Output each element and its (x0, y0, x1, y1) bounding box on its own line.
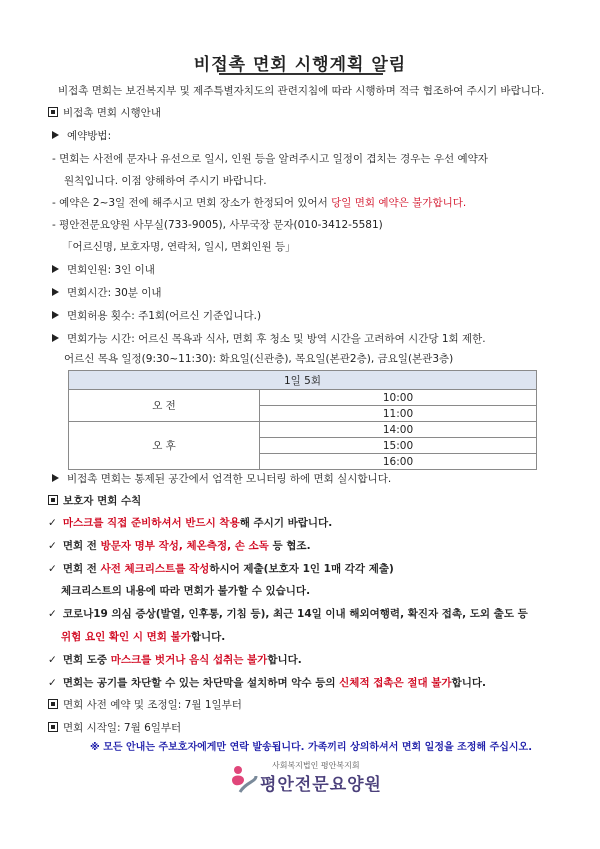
reserve-label: 예약방법: (67, 130, 112, 142)
visit-count-text: 면회허용 횟수: 주1회(어르신 기준입니다.) (67, 310, 262, 322)
reservation-date-text: 면회 사전 예약 및 조정일: 7월 1일부터 (63, 699, 242, 711)
start-date-text: 면회 시작일: 7월 6일부터 (63, 722, 182, 734)
rule-3-note: 체크리스트의 내용에 따라 면회가 불가할 수 있습니다. (61, 585, 311, 597)
rule-5-highlight: 마스크를 벗거나 음식 섭취는 불가 (110, 654, 268, 666)
rule-1-highlight: 마스크를 직접 준비하셔서 반드시 착용 (62, 517, 240, 529)
check-icon: ✓ (48, 608, 57, 620)
schedule-header: 1일 5회 (69, 371, 537, 390)
reserve-line-2: 원칙입니다. 이점 양해하여 주시기 바랍니다. (64, 175, 267, 187)
pm-slot: 16:00 (260, 454, 537, 470)
square-bullet-icon (48, 107, 58, 117)
reserve-method (52, 129, 111, 143)
bath-schedule: 어르신 목욕 일정(9:30~11:30): 화요일(신관층), 목요일(본관2층), 금요일(본관3층) (64, 353, 454, 365)
page-title: 비접촉 면회 시행계획 알림 (193, 55, 407, 75)
rule-6-text-c: 합니다. (451, 677, 486, 689)
am-slot: 11:00 (260, 406, 537, 422)
rule-1 (48, 516, 332, 530)
check-icon: ✓ (48, 563, 57, 575)
rule-5 (48, 653, 302, 667)
rule-4-cont (61, 630, 225, 644)
title-underline (219, 73, 383, 75)
check-icon: ✓ (48, 677, 57, 689)
reserve-line-3-text: - 예약은 2~3일 전에 해주시고 면회 장소가 한정되어 있어서 (52, 197, 332, 209)
square-bullet-icon (48, 699, 58, 709)
am-label: 오 전 (69, 390, 260, 422)
visit-available-text: 면회가능 시간: 어르신 목욕과 식사, 면회 후 청소 및 방역 시간을 고려하여 시간당 1회 제한. (67, 333, 486, 345)
check-icon: ✓ (48, 654, 57, 666)
pm-slot: 14:00 (260, 422, 537, 438)
reservation-date (48, 698, 242, 712)
rule-3-highlight: 사전 체크리스트를 작성 (100, 563, 210, 575)
rule-6-text-a: 면회는 공기를 차단할 수 있는 차단막을 설치하며 악수 등의 (62, 677, 340, 689)
pm-label: 오 후 (69, 422, 260, 470)
visit-time (52, 286, 162, 300)
rule-2-text-a: 면회 전 (62, 540, 101, 552)
start-date (48, 721, 181, 735)
reserve-line-3 (52, 196, 466, 210)
visit-available (52, 332, 486, 346)
square-bullet-icon (48, 722, 58, 732)
rule-3 (48, 562, 394, 576)
triangle-bullet-icon (52, 311, 59, 319)
rule-5-text-c: 합니다. (267, 654, 302, 666)
logo-org: 사회복지법인 평안복지회 (272, 761, 360, 770)
rule-4 (48, 607, 528, 621)
intro-text: 비접촉 면회는 보건복지부 및 제주특별자치도의 관련지침에 따라 시행하며 적극 협조하여 주시기 바랍니다. (58, 85, 545, 97)
rule-2 (48, 539, 311, 553)
check-icon: ✓ (48, 517, 57, 529)
contact-line: - 평안전문요양원 사무실(733-9005), 사무국장 문자(010-3412-5581) (52, 219, 383, 231)
rule-5-text-a: 면회 도중 (62, 654, 111, 666)
rule-4-text-c: 합니다. (190, 631, 226, 643)
rule-6-highlight: 신체적 접촉은 절대 불가 (339, 677, 452, 689)
visit-persons (52, 263, 155, 277)
monitoring-text: 비접촉 면회는 통제된 공간에서 엄격한 모니터링 하에 면회 실시합니다. (67, 473, 392, 485)
rule-3-text-c: 하시어 제출(보호자 1인 1매 각각 제출) (209, 563, 394, 575)
reserve-line-1: - 면회는 사전에 문자나 유선으로 일시, 인원 등을 알려주시고 일정이 겹치는 경우는 우선 예약자 (52, 153, 488, 165)
triangle-bullet-icon (52, 334, 59, 342)
contact-notice: ※ 모든 안내는 주보호자에게만 연락 발송됩니다. 가족끼리 상의하셔서 면회 일정을 조정해 주십시오. (90, 742, 533, 753)
check-icon: ✓ (48, 540, 57, 552)
visit-schedule-table (68, 370, 537, 470)
triangle-bullet-icon (52, 288, 59, 296)
am-slot: 10:00 (260, 390, 537, 406)
triangle-bullet-icon (52, 265, 59, 273)
section2-heading-text: 보호자 면회 수칙 (63, 495, 142, 507)
rule-6 (48, 676, 486, 690)
rule-2-highlight: 방문자 명부 작성, 체온측정, 손 소독 (100, 540, 269, 552)
same-day-warning: 당일 면회 예약은 불가합니다. (331, 197, 467, 209)
triangle-bullet-icon (52, 131, 59, 139)
visit-time-text: 면회시간: 30분 이내 (67, 287, 162, 299)
facility-logo-icon (230, 764, 258, 794)
rule-2-text-c: 등 협조. (268, 540, 311, 552)
logo-name: 평안전문요양원 (260, 775, 382, 795)
section2-heading (48, 494, 141, 508)
section1-heading (48, 106, 161, 120)
rule-4-highlight: 위험 요인 확인 시 면회 불가 (61, 631, 191, 643)
visit-persons-text: 면회인원: 3인 이내 (67, 264, 155, 276)
rule-4-text: 코로나19 의심 증상(발열, 인후통, 기침 등), 최근 14일 이내 해외여행력, 확진자 접촉, 도외 출도 등 (62, 608, 528, 620)
rule-1-text: 해 주시기 바랍니다. (239, 517, 333, 529)
triangle-bullet-icon (52, 474, 59, 482)
section1-heading-text: 비접촉 면회 시행안내 (63, 107, 161, 119)
contact-format: 「어르신명, 보호자명, 연락처, 일시, 면회인원 등」 (62, 241, 296, 253)
square-bullet-icon (48, 495, 58, 505)
facility-logo (230, 760, 420, 800)
rule-3-text-a: 면회 전 (62, 563, 101, 575)
monitoring-note (52, 472, 391, 486)
visit-count (52, 309, 261, 323)
pm-slot: 15:00 (260, 438, 537, 454)
